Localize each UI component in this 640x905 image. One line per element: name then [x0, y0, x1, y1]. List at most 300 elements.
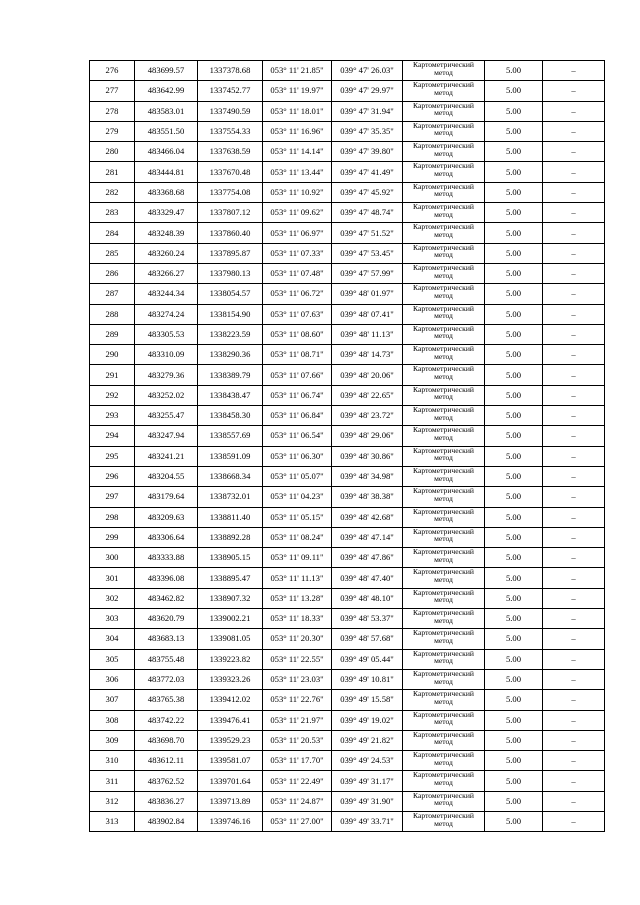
method-cell	[403, 162, 485, 182]
y-coordinate-cell: 1338223.59	[198, 324, 263, 344]
x-coordinate-cell: 483396.08	[135, 568, 198, 588]
x-coordinate-cell: 483755.48	[135, 649, 198, 669]
latitude-cell: 053° 11' 24.87"	[263, 791, 332, 811]
note-cell: –	[543, 426, 605, 446]
note-cell: –	[543, 568, 605, 588]
y-coordinate-cell: 1339701.64	[198, 771, 263, 791]
note-cell: –	[543, 446, 605, 466]
method-label-line2: метод	[434, 412, 453, 422]
x-coordinate-cell: 483204.55	[135, 466, 198, 486]
y-coordinate-cell: 1338458.30	[198, 406, 263, 426]
longitude-cell: 039° 47' 35.35"	[332, 121, 403, 141]
point-number-cell: 304	[90, 629, 135, 649]
table-row	[90, 81, 605, 101]
table-row	[90, 365, 605, 385]
latitude-cell: 053° 11' 07.33"	[263, 243, 332, 263]
y-coordinate-cell: 1339746.16	[198, 811, 263, 831]
y-coordinate-cell: 1337980.13	[198, 263, 263, 283]
x-coordinate-cell: 483698.70	[135, 730, 198, 750]
method-label-line1: Картометрический	[413, 649, 474, 658]
method-label-line1: Картометрический	[413, 588, 474, 597]
method-cell	[403, 609, 485, 629]
latitude-cell: 053° 11' 08.24"	[263, 527, 332, 547]
x-coordinate-cell: 483642.99	[135, 81, 198, 101]
accuracy-cell: 5.00	[485, 771, 543, 791]
y-coordinate-cell: 1337638.59	[198, 142, 263, 162]
note-cell: –	[543, 751, 605, 771]
method-label-line1: Картометрический	[413, 527, 474, 536]
latitude-cell: 053° 11' 06.97"	[263, 223, 332, 243]
accuracy-cell: 5.00	[485, 101, 543, 121]
note-cell: –	[543, 345, 605, 365]
method-cell	[403, 791, 485, 811]
x-coordinate-cell: 483683.13	[135, 629, 198, 649]
table-row	[90, 527, 605, 547]
method-cell	[403, 142, 485, 162]
method-label-line2: метод	[434, 453, 453, 463]
note-cell: –	[543, 548, 605, 568]
x-coordinate-cell: 483310.09	[135, 345, 198, 365]
note-cell: –	[543, 365, 605, 385]
point-number-cell: 310	[90, 751, 135, 771]
note-cell: –	[543, 629, 605, 649]
table-row	[90, 101, 605, 121]
x-coordinate-cell: 483260.24	[135, 243, 198, 263]
latitude-cell: 053° 11' 22.49"	[263, 771, 332, 791]
latitude-cell: 053° 11' 06.54"	[263, 426, 332, 446]
point-number-cell: 307	[90, 690, 135, 710]
method-cell	[403, 527, 485, 547]
accuracy-cell: 5.00	[485, 710, 543, 730]
x-coordinate-cell: 483274.24	[135, 304, 198, 324]
y-coordinate-cell: 1339529.23	[198, 730, 263, 750]
method-cell	[403, 771, 485, 791]
point-number-cell: 308	[90, 710, 135, 730]
table-row	[90, 487, 605, 507]
accuracy-cell: 5.00	[485, 162, 543, 182]
method-label-line2: метод	[434, 717, 453, 727]
table-row	[90, 771, 605, 791]
y-coordinate-cell: 1338732.01	[198, 487, 263, 507]
method-label-line2: метод	[434, 635, 453, 645]
y-coordinate-cell: 1339713.89	[198, 791, 263, 811]
latitude-cell: 053° 11' 19.97"	[263, 81, 332, 101]
table-row	[90, 203, 605, 223]
table-row	[90, 588, 605, 608]
longitude-cell: 039° 47' 48.74"	[332, 203, 403, 223]
method-cell	[403, 81, 485, 101]
point-number-cell: 300	[90, 548, 135, 568]
table-body	[90, 61, 605, 832]
table-row	[90, 426, 605, 446]
method-label-line2: метод	[434, 169, 453, 179]
method-label-line1: Картометрический	[413, 405, 474, 415]
point-number-cell: 296	[90, 466, 135, 486]
latitude-cell: 053° 11' 07.66"	[263, 365, 332, 385]
latitude-cell: 053° 11' 13.28"	[263, 588, 332, 608]
method-cell	[403, 263, 485, 283]
method-label-line1: Картометрический	[413, 344, 474, 354]
method-label-line2: метод	[434, 229, 453, 239]
method-label-line2: метод	[434, 493, 453, 503]
method-label-line1: Картометрический	[413, 324, 474, 333]
method-label-line1: Картометрический	[413, 263, 474, 272]
method-label-line2: метод	[434, 311, 453, 321]
method-label-line1: Картометрический	[413, 547, 474, 557]
x-coordinate-cell: 483306.64	[135, 527, 198, 547]
point-number-cell: 303	[90, 609, 135, 629]
latitude-cell: 053° 11' 13.44"	[263, 162, 332, 182]
note-cell: –	[543, 771, 605, 791]
latitude-cell: 053° 11' 04.23"	[263, 487, 332, 507]
point-number-cell: 282	[90, 182, 135, 202]
x-coordinate-cell: 483209.63	[135, 507, 198, 527]
point-number-cell: 301	[90, 568, 135, 588]
y-coordinate-cell: 1338907.32	[198, 588, 263, 608]
point-number-cell: 289	[90, 324, 135, 344]
y-coordinate-cell: 1338811.40	[198, 507, 263, 527]
accuracy-cell: 5.00	[485, 81, 543, 101]
table-row	[90, 162, 605, 182]
point-number-cell: 312	[90, 791, 135, 811]
latitude-cell: 053° 11' 09.62"	[263, 203, 332, 223]
longitude-cell: 039° 48' 14.73"	[332, 345, 403, 365]
accuracy-cell: 5.00	[485, 142, 543, 162]
method-label-line1: Картометрический	[413, 364, 474, 374]
method-cell	[403, 121, 485, 141]
y-coordinate-cell: 1338290.36	[198, 345, 263, 365]
method-label-line1: Картометрический	[413, 121, 474, 130]
accuracy-cell: 5.00	[485, 304, 543, 324]
table-row	[90, 629, 605, 649]
note-cell: –	[543, 649, 605, 669]
point-number-cell: 283	[90, 203, 135, 223]
point-number-cell: 284	[90, 223, 135, 243]
method-label-line2: метод	[434, 209, 453, 219]
table-row	[90, 284, 605, 304]
latitude-cell: 053° 11' 07.48"	[263, 263, 332, 283]
x-coordinate-cell: 483252.02	[135, 385, 198, 405]
method-cell	[403, 487, 485, 507]
method-label-line2: метод	[434, 473, 453, 483]
longitude-cell: 039° 47' 53.45"	[332, 243, 403, 263]
longitude-cell: 039° 49' 15.58"	[332, 690, 403, 710]
accuracy-cell: 5.00	[485, 527, 543, 547]
note-cell: –	[543, 101, 605, 121]
method-cell	[403, 669, 485, 689]
table-row	[90, 690, 605, 710]
y-coordinate-cell: 1338438.47	[198, 385, 263, 405]
accuracy-cell: 5.00	[485, 507, 543, 527]
x-coordinate-cell: 483762.52	[135, 771, 198, 791]
latitude-cell: 053° 11' 10.92"	[263, 182, 332, 202]
latitude-cell: 053° 11' 22.55"	[263, 649, 332, 669]
y-coordinate-cell: 1339476.41	[198, 710, 263, 730]
method-cell	[403, 304, 485, 324]
longitude-cell: 039° 49' 31.90"	[332, 791, 403, 811]
accuracy-cell: 5.00	[485, 263, 543, 283]
method-label-line1: Картометрический	[413, 791, 474, 800]
point-number-cell: 292	[90, 385, 135, 405]
longitude-cell: 039° 49' 21.82"	[332, 730, 403, 750]
latitude-cell: 053° 11' 17.70"	[263, 751, 332, 771]
y-coordinate-cell: 1338895.47	[198, 568, 263, 588]
latitude-cell: 053° 11' 06.84"	[263, 406, 332, 426]
accuracy-cell: 5.00	[485, 730, 543, 750]
accuracy-cell: 5.00	[485, 568, 543, 588]
table-row	[90, 446, 605, 466]
longitude-cell: 039° 47' 41.49"	[332, 162, 403, 182]
x-coordinate-cell: 483266.27	[135, 263, 198, 283]
method-label-line2: метод	[434, 351, 453, 361]
method-label-line2: метод	[434, 757, 453, 767]
point-number-cell: 281	[90, 162, 135, 182]
note-cell: –	[543, 81, 605, 101]
latitude-cell: 053° 11' 16.96"	[263, 121, 332, 141]
accuracy-cell: 5.00	[485, 548, 543, 568]
method-label-line2: метод	[434, 392, 453, 402]
method-label-line1: Картометрический	[413, 689, 474, 699]
x-coordinate-cell: 483462.82	[135, 588, 198, 608]
method-label-line1: Картометрический	[413, 770, 474, 780]
method-cell	[403, 324, 485, 344]
method-cell	[403, 385, 485, 405]
method-label-line2: метод	[434, 798, 453, 808]
latitude-cell: 053° 11' 23.03"	[263, 669, 332, 689]
x-coordinate-cell: 483551.50	[135, 121, 198, 141]
point-number-cell: 291	[90, 365, 135, 385]
x-coordinate-cell: 483742.22	[135, 710, 198, 730]
method-label-line1: Картометрический	[413, 141, 474, 151]
method-label-line2: метод	[434, 189, 453, 199]
y-coordinate-cell: 1337554.33	[198, 121, 263, 141]
method-label-line1: Картометрический	[413, 101, 474, 110]
x-coordinate-cell: 483772.03	[135, 669, 198, 689]
method-cell	[403, 203, 485, 223]
table-row	[90, 649, 605, 669]
method-label-line1: Картометрический	[413, 628, 474, 638]
latitude-cell: 053° 11' 08.60"	[263, 324, 332, 344]
method-cell	[403, 730, 485, 750]
table-row	[90, 182, 605, 202]
method-label-line2: метод	[434, 615, 453, 625]
method-label-line2: метод	[434, 696, 453, 706]
table-row	[90, 811, 605, 831]
method-label-line1: Картометрический	[413, 161, 474, 171]
point-number-cell: 293	[90, 406, 135, 426]
method-label-line2: метод	[434, 656, 453, 666]
longitude-cell: 039° 48' 30.86"	[332, 446, 403, 466]
accuracy-cell: 5.00	[485, 751, 543, 771]
point-number-cell: 285	[90, 243, 135, 263]
longitude-cell: 039° 48' 42.68"	[332, 507, 403, 527]
y-coordinate-cell: 1337860.40	[198, 223, 263, 243]
x-coordinate-cell: 483329.47	[135, 203, 198, 223]
table-row	[90, 243, 605, 263]
method-cell	[403, 751, 485, 771]
x-coordinate-cell: 483333.88	[135, 548, 198, 568]
x-coordinate-cell: 483836.27	[135, 791, 198, 811]
note-cell: –	[543, 609, 605, 629]
longitude-cell: 039° 48' 53.37"	[332, 609, 403, 629]
longitude-cell: 039° 49' 10.81"	[332, 669, 403, 689]
latitude-cell: 053° 11' 08.71"	[263, 345, 332, 365]
longitude-cell: 039° 48' 29.06"	[332, 426, 403, 446]
y-coordinate-cell: 1337670.48	[198, 162, 263, 182]
method-label-line2: метод	[434, 331, 453, 341]
latitude-cell: 053° 11' 07.63"	[263, 304, 332, 324]
latitude-cell: 053° 11' 22.76"	[263, 690, 332, 710]
point-number-cell: 290	[90, 345, 135, 365]
method-label-line2: метод	[434, 290, 453, 300]
x-coordinate-cell: 483620.79	[135, 609, 198, 629]
y-coordinate-cell: 1337754.08	[198, 182, 263, 202]
point-number-cell: 302	[90, 588, 135, 608]
method-cell	[403, 61, 485, 81]
method-label-line1: Картометрический	[413, 80, 474, 90]
method-label-line1: Картометрический	[413, 385, 474, 394]
x-coordinate-cell: 483279.36	[135, 365, 198, 385]
method-cell	[403, 710, 485, 730]
note-cell: –	[543, 710, 605, 730]
method-label-line1: Картометрический	[413, 60, 474, 69]
point-number-cell: 311	[90, 771, 135, 791]
accuracy-cell: 5.00	[485, 466, 543, 486]
method-label-line1: Картометрический	[413, 507, 474, 516]
latitude-cell: 053° 11' 05.07"	[263, 466, 332, 486]
method-label-line1: Картометрический	[413, 811, 474, 820]
y-coordinate-cell: 1337807.12	[198, 203, 263, 223]
table-row	[90, 121, 605, 141]
longitude-cell: 039° 49' 31.17"	[332, 771, 403, 791]
x-coordinate-cell: 483244.34	[135, 284, 198, 304]
method-label-line2: метод	[434, 128, 453, 138]
longitude-cell: 039° 48' 34.98"	[332, 466, 403, 486]
method-label-line1: Картометрический	[413, 182, 474, 191]
longitude-cell: 039° 48' 23.72"	[332, 406, 403, 426]
accuracy-cell: 5.00	[485, 690, 543, 710]
note-cell: –	[543, 324, 605, 344]
y-coordinate-cell: 1338557.69	[198, 426, 263, 446]
point-number-cell: 309	[90, 730, 135, 750]
x-coordinate-cell: 483368.68	[135, 182, 198, 202]
y-coordinate-cell: 1337895.87	[198, 243, 263, 263]
accuracy-cell: 5.00	[485, 446, 543, 466]
longitude-cell: 039° 48' 47.14"	[332, 527, 403, 547]
latitude-cell: 053° 11' 06.72"	[263, 284, 332, 304]
method-label-line2: метод	[434, 534, 453, 544]
longitude-cell: 039° 49' 33.71"	[332, 811, 403, 831]
method-label-line2: метод	[434, 67, 453, 77]
method-cell	[403, 426, 485, 446]
note-cell: –	[543, 304, 605, 324]
longitude-cell: 039° 48' 22.65"	[332, 385, 403, 405]
x-coordinate-cell: 483902.84	[135, 811, 198, 831]
x-coordinate-cell: 483765.38	[135, 690, 198, 710]
longitude-cell: 039° 48' 47.86"	[332, 548, 403, 568]
method-label-line2: метод	[434, 148, 453, 158]
method-label-line2: метод	[434, 372, 453, 382]
longitude-cell: 039° 47' 51.52"	[332, 223, 403, 243]
accuracy-cell: 5.00	[485, 345, 543, 365]
latitude-cell: 053° 11' 11.13"	[263, 568, 332, 588]
table-row	[90, 507, 605, 527]
method-label-line1: Картометрический	[413, 567, 474, 577]
latitude-cell: 053° 11' 09.11"	[263, 548, 332, 568]
note-cell: –	[543, 507, 605, 527]
point-number-cell: 294	[90, 426, 135, 446]
y-coordinate-cell: 1338154.90	[198, 304, 263, 324]
method-cell	[403, 345, 485, 365]
latitude-cell: 053° 11' 06.30"	[263, 446, 332, 466]
note-cell: –	[543, 284, 605, 304]
method-label-line1: Картометрический	[413, 202, 474, 212]
x-coordinate-cell: 483444.81	[135, 162, 198, 182]
point-number-cell: 306	[90, 669, 135, 689]
point-number-cell: 277	[90, 81, 135, 101]
y-coordinate-cell: 1339581.07	[198, 751, 263, 771]
note-cell: –	[543, 730, 605, 750]
y-coordinate-cell: 1338389.79	[198, 365, 263, 385]
x-coordinate-cell: 483255.47	[135, 406, 198, 426]
accuracy-cell: 5.00	[485, 426, 543, 446]
y-coordinate-cell: 1339223.82	[198, 649, 263, 669]
longitude-cell: 039° 49' 05.44"	[332, 649, 403, 669]
y-coordinate-cell: 1337490.59	[198, 101, 263, 121]
method-label-line2: метод	[434, 270, 453, 280]
table-row	[90, 324, 605, 344]
latitude-cell: 053° 11' 18.33"	[263, 609, 332, 629]
accuracy-cell: 5.00	[485, 203, 543, 223]
method-label-line1: Картометрический	[413, 608, 474, 618]
method-label-line1: Картометрический	[413, 304, 474, 313]
note-cell: –	[543, 243, 605, 263]
accuracy-cell: 5.00	[485, 588, 543, 608]
table-row	[90, 263, 605, 283]
note-cell: –	[543, 121, 605, 141]
note-cell: –	[543, 162, 605, 182]
latitude-cell: 053° 11' 05.15"	[263, 507, 332, 527]
table-row	[90, 345, 605, 365]
longitude-cell: 039° 48' 47.40"	[332, 568, 403, 588]
method-label-line1: Картометрический	[413, 730, 474, 739]
method-label-line2: метод	[434, 777, 453, 787]
point-number-cell: 298	[90, 507, 135, 527]
y-coordinate-cell: 1338591.09	[198, 446, 263, 466]
method-label-line2: метод	[434, 108, 453, 118]
longitude-cell: 039° 47' 26.03"	[332, 61, 403, 81]
y-coordinate-cell: 1339002.21	[198, 609, 263, 629]
point-number-cell: 286	[90, 263, 135, 283]
table-row	[90, 466, 605, 486]
latitude-cell: 053° 11' 20.30"	[263, 629, 332, 649]
note-cell: –	[543, 466, 605, 486]
method-label-line2: метод	[434, 595, 453, 605]
longitude-cell: 039° 47' 45.92"	[332, 182, 403, 202]
table-row	[90, 568, 605, 588]
note-cell: –	[543, 263, 605, 283]
method-label-line1: Картометрический	[413, 669, 474, 678]
accuracy-cell: 5.00	[485, 811, 543, 831]
y-coordinate-cell: 1337452.77	[198, 81, 263, 101]
method-cell	[403, 466, 485, 486]
note-cell: –	[543, 385, 605, 405]
method-cell	[403, 446, 485, 466]
table-row	[90, 223, 605, 243]
latitude-cell: 053° 11' 21.85"	[263, 61, 332, 81]
longitude-cell: 039° 47' 57.99"	[332, 263, 403, 283]
note-cell: –	[543, 669, 605, 689]
